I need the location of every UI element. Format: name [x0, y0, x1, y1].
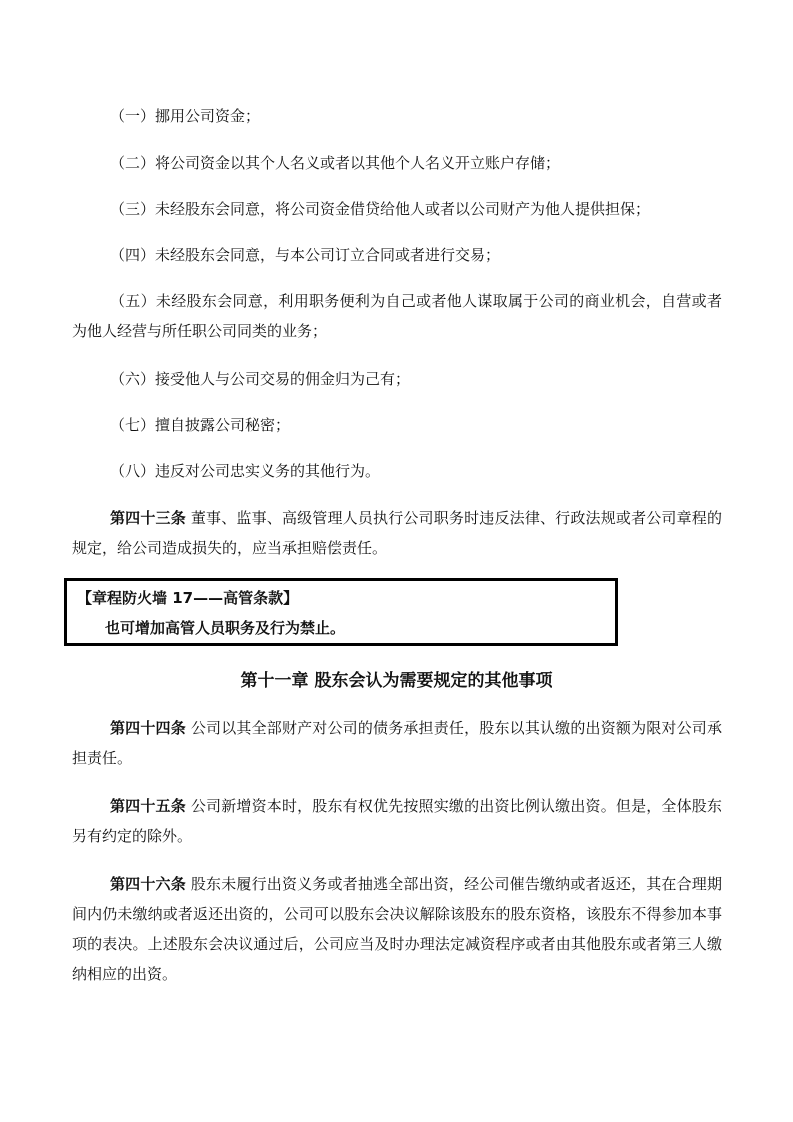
list-item: （四）未经股东会同意，与本公司订立合同或者进行交易；	[110, 246, 501, 264]
article-46	[72, 869, 722, 989]
article-label: 第四十四条	[110, 719, 186, 737]
list-item: （一）挪用公司资金；	[110, 107, 261, 125]
article-text: 公司新增资本时，股东有权优先按照实缴的出资比例认缴出资。但是，全体股东另有约定的除外。	[72, 797, 722, 845]
list-item: （五）未经股东会同意，利用职务便利为自己或者他人谋取属于公司的商业机会，自营或者为他人经营与所任职公司同类的业务；	[72, 292, 722, 340]
list-item: （七）擅自披露公司秘密；	[110, 416, 291, 434]
article-label: 第四十六条	[110, 875, 186, 893]
article-label: 第四十五条	[110, 797, 186, 815]
firewall-box	[64, 578, 618, 646]
list-item: （二）将公司资金以其个人名义或者以其他个人名义开立账户存储；	[110, 154, 561, 172]
article-43	[72, 503, 722, 563]
article-45	[72, 791, 722, 851]
article-label: 第四十三条	[110, 509, 186, 527]
article-text: 股东未履行出资义务或者抽逃全部出资，经公司催告缴纳或者返还，其在合理期间内仍未缴纳或者返还出资的，公司可以股东会决议解除该股东的股东资格，该股东不得参加本事项的表决。上述股东会决议通过后，公司应当及时办理法定减资程序或者由其他股东或者第三人缴纳相应的出资。	[72, 875, 722, 983]
firewall-title: 【章程防火墙 17——高管条款】	[77, 589, 299, 607]
list-item: （六）接受他人与公司交易的佣金归为己有；	[110, 370, 411, 388]
article-text: 董事、监事、高级管理人员执行公司职务时违反法律、行政法规或者公司章程的规定，给公司造成损失的，应当承担赔偿责任。	[72, 509, 722, 557]
list-item: （三）未经股东会同意，将公司资金借贷给他人或者以公司财产为他人提供担保；	[110, 200, 651, 218]
firewall-text: 也可增加高管人员职务及行为禁止。	[105, 619, 346, 637]
chapter-title: 第十一章 股东会认为需要规定的其他事项	[240, 671, 553, 691]
article-text: 公司以其全部财产对公司的债务承担责任，股东以其认缴的出资额为限对公司承担责任。	[72, 719, 722, 767]
list-item: （八）违反对公司忠实义务的其他行为。	[110, 462, 381, 480]
article-44	[72, 713, 722, 773]
